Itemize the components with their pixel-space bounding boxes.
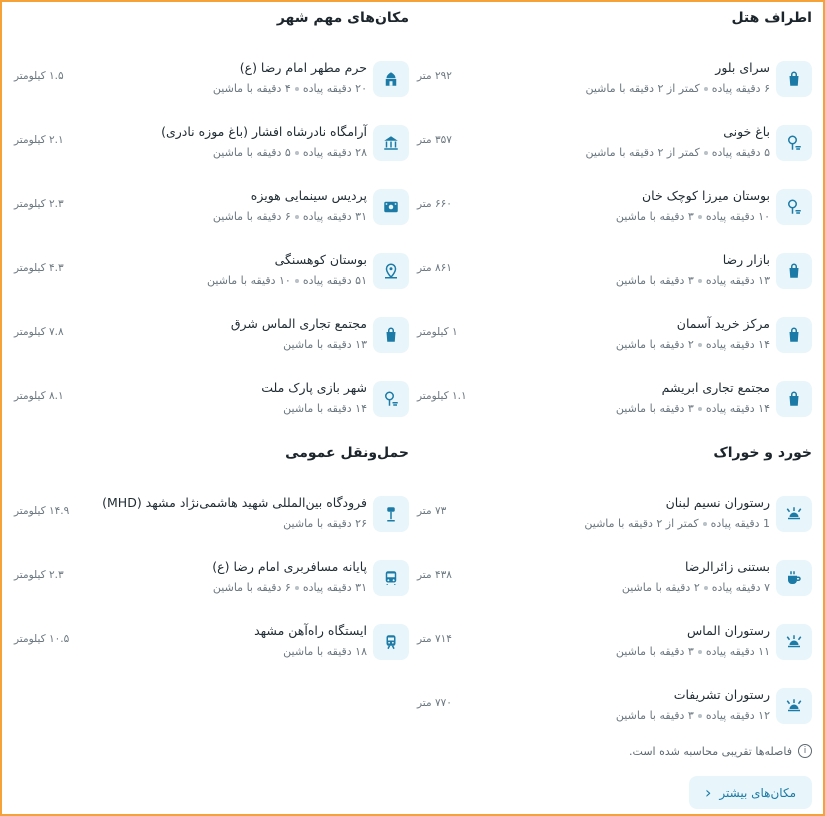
list-item[interactable] [14,613,409,677]
section-transport [14,443,409,677]
shopping-bag-icon [776,317,812,353]
item-text [616,188,770,224]
drive-time: ۴ دقیقه با ماشین [212,82,291,95]
distance: ۱.۱ کیلومتر [417,390,467,402]
walk-time: ۵۱ دقیقه پیاده [302,274,367,287]
airport-icon [373,496,409,532]
separator-dot [295,151,299,155]
section-around-hotel [417,8,812,434]
list-item[interactable] [14,114,409,178]
item-text [585,60,770,96]
drive-time: ۲ دقیقه با ماشین [615,338,694,351]
coffee-cup-icon [776,560,812,596]
distance: ۷۷۰ متر [417,697,452,709]
separator-dot [698,279,702,283]
travel-time [585,146,770,160]
item-text [622,559,770,595]
separator-dot [704,586,708,590]
train-icon [373,624,409,660]
drive-time: ۱۴ دقیقه با ماشین [283,402,367,415]
travel-time [231,338,367,352]
list-item[interactable] [14,50,409,114]
transport-list [14,485,409,677]
item-text [207,252,367,288]
separator-dot [704,87,708,91]
separator-dot [704,151,708,155]
place-name: بوستان میرزا کوچک خان [641,188,770,203]
travel-time [213,210,367,224]
item-text [102,495,367,531]
drive-time: ۲ دقیقه با ماشین [621,581,700,594]
item-text [231,316,367,352]
walk-time: ۲۸ دقیقه پیاده [302,146,367,159]
walk-time: ۵ دقیقه پیاده [711,146,770,159]
list-item[interactable] [14,242,409,306]
separator-dot [698,343,702,347]
walk-time: ۶ دقیقه پیاده [711,82,770,95]
park-icon [776,189,812,225]
drive-time: ۵ دقیقه با ماشین [212,146,291,159]
walk-time: ۱۱ دقیقه پیاده [705,645,770,658]
distance: ۸۶۱ متر [417,262,452,274]
bus-icon [373,560,409,596]
list-item[interactable] [417,370,812,434]
walk-time: ۱۳ دقیقه پیاده [705,274,770,287]
map-pin-icon [373,253,409,289]
separator-dot [295,279,299,283]
more-places-label: مکان‌های بیشتر [719,785,797,800]
list-item[interactable] [14,370,409,434]
park-icon [776,125,812,161]
distance: ۱۴.۹ کیلومتر [14,505,70,517]
place-name: بوستان کوهسنگی [274,252,367,267]
item-text [616,687,770,723]
distance: ۱ کیلومتر [417,326,458,338]
walk-time: ۷ دقیقه پیاده [711,581,770,594]
walk-time: 1 دقیقه پیاده [710,517,770,530]
distance: ۶۶۰ متر [417,198,452,210]
drive-time: ۳ دقیقه با ماشین [615,274,694,287]
distance: ۷۳ متر [417,505,447,517]
travel-time [213,82,367,96]
list-item[interactable] [417,178,812,242]
item-text [213,60,367,96]
list-item[interactable] [14,549,409,613]
list-item[interactable] [417,549,812,613]
drive-time: ۱۸ دقیقه با ماشین [283,645,367,658]
travel-time [616,274,770,288]
item-text [585,124,770,160]
section-food [417,443,812,741]
section-title: حمل‌ونقل عمومی [285,445,409,461]
park-icon [373,381,409,417]
list-item[interactable] [14,178,409,242]
distance: ۴.۳ کیلومتر [14,262,64,274]
distance: ۳۵۷ متر [417,134,452,146]
walk-time: ۳۱ دقیقه پیاده [302,581,367,594]
separator-dot [295,586,299,590]
item-text [616,380,770,416]
chevron-left-icon: ‹ [704,782,712,802]
distance-note [629,744,812,758]
drive-time: کمتر از ۲ دقیقه با ماشین [585,146,700,159]
museum-icon [373,125,409,161]
place-name: رستوران تشریفات [673,687,770,702]
shopping-bag-icon [776,253,812,289]
drive-time: ۱۰ دقیقه با ماشین [207,274,291,287]
place-name: سرای بلور [715,60,770,75]
place-name: بازار رضا [722,252,770,267]
distance: ۲.۱ کیلومتر [14,134,64,146]
restaurant-icon [776,624,812,660]
distance: ۲.۳ کیلومتر [14,198,64,210]
place-name: بستنی زائرالرضا [684,559,770,574]
place-name: پایانه مسافربری امام رضا (ع) [212,559,367,574]
place-name: ایستگاه راه‌آهن مشهد [254,623,367,638]
walk-time: ۱۰ دقیقه پیاده [705,210,770,223]
shrine-icon [373,61,409,97]
travel-time [616,709,770,723]
travel-time [584,517,770,531]
separator-dot [295,215,299,219]
item-text [616,252,770,288]
restaurant-icon [776,688,812,724]
restaurant-icon [776,496,812,532]
separator-dot [703,522,707,526]
place-name: رستوران نسیم لبنان [665,495,770,510]
drive-time: ۲۶ دقیقه با ماشین [283,517,367,530]
distance: ۲.۳ کیلومتر [14,569,64,581]
distance: ۷۱۴ متر [417,633,452,645]
section-title: خورد و خوراک [713,445,812,461]
drive-time: ۳ دقیقه با ماشین [615,709,694,722]
drive-time: کمتر از ۲ دقیقه با ماشین [585,82,700,95]
travel-time [585,82,770,96]
food-list [417,485,812,741]
list-item[interactable] [417,677,812,741]
place-name: آرامگاه نادرشاه افشار (باغ موزه نادری) [161,124,367,139]
walk-time: ۳۱ دقیقه پیاده [302,210,367,223]
travel-time [254,645,367,659]
travel-time [102,517,367,531]
item-text [254,623,367,659]
drive-time: ۳ دقیقه با ماشین [615,645,694,658]
item-text [212,559,367,595]
drive-time: ۶ دقیقه با ماشین [212,210,291,223]
item-text [616,316,770,352]
more-places-button[interactable] [689,776,812,809]
walk-time: ۱۴ دقیقه پیاده [705,338,770,351]
place-name: مجتمع تجاری الماس شرق [230,316,367,331]
list-item[interactable] [417,50,812,114]
walk-time: ۲۰ دقیقه پیاده [302,82,367,95]
distance: ۴۳۸ متر [417,569,452,581]
list-item[interactable] [417,485,812,549]
list-item[interactable] [417,306,812,370]
shopping-bag-icon [373,317,409,353]
place-name: مرکز خرید آسمان [676,316,770,331]
distance: ۸.۱ کیلومتر [14,390,64,402]
drive-time: ۳ دقیقه با ماشین [615,402,694,415]
list-item[interactable] [417,613,812,677]
place-name: پردیس سینمایی هویزه [250,188,367,203]
cinema-icon [373,189,409,225]
separator-dot [698,215,702,219]
distance-note-text: فاصله‌ها تقریبی محاسبه شده است. [629,744,792,758]
place-name: شهر بازی پارک ملت [261,380,367,395]
travel-time [616,645,770,659]
separator-dot [698,650,702,654]
shopping-bag-icon [776,61,812,97]
travel-time [207,274,367,288]
section-title: مکان‌های مهم شهر [276,10,409,26]
distance: ۱۰.۵ کیلومتر [14,633,70,645]
list-item[interactable] [14,306,409,370]
distance: ۲۹۲ متر [417,70,452,82]
travel-time [261,402,367,416]
item-text [261,380,367,416]
travel-time [161,146,367,160]
list-item[interactable] [417,242,812,306]
travel-time [616,338,770,352]
drive-time: ۱۳ دقیقه با ماشین [283,338,367,351]
separator-dot [295,87,299,91]
separator-dot [698,714,702,718]
list-item[interactable] [417,114,812,178]
drive-time: کمتر از ۲ دقیقه با ماشین [584,517,699,530]
travel-time [616,402,770,416]
place-name: باغ خونی [723,124,770,139]
section-title: اطراف هتل [731,10,812,26]
drive-time: ۶ دقیقه با ماشین [212,581,291,594]
section-important-places [14,8,409,434]
walk-time: ۱۴ دقیقه پیاده [705,402,770,415]
drive-time: ۳ دقیقه با ماشین [615,210,694,223]
distance: ۷.۸ کیلومتر [14,326,64,338]
info-icon: i [798,744,812,758]
item-text [584,495,770,531]
travel-time [212,581,367,595]
walk-time: ۱۲ دقیقه پیاده [705,709,770,722]
place-name: حرم مطهر امام رضا (ع) [239,60,367,75]
around-hotel-list [417,50,812,434]
important-places-list [14,50,409,434]
place-name: رستوران الماس [687,623,770,638]
shopping-bag-icon [776,381,812,417]
place-name: مجتمع تجاری ابریشم [661,380,770,395]
separator-dot [698,407,702,411]
item-text [161,124,367,160]
list-item[interactable] [14,485,409,549]
place-name: فرودگاه بین‌المللی شهید هاشمی‌نژاد مشهد (MHD) [102,495,367,510]
travel-time [622,581,770,595]
travel-time [616,210,770,224]
distance: ۱.۵ کیلومتر [14,70,64,82]
item-text [213,188,367,224]
item-text [616,623,770,659]
